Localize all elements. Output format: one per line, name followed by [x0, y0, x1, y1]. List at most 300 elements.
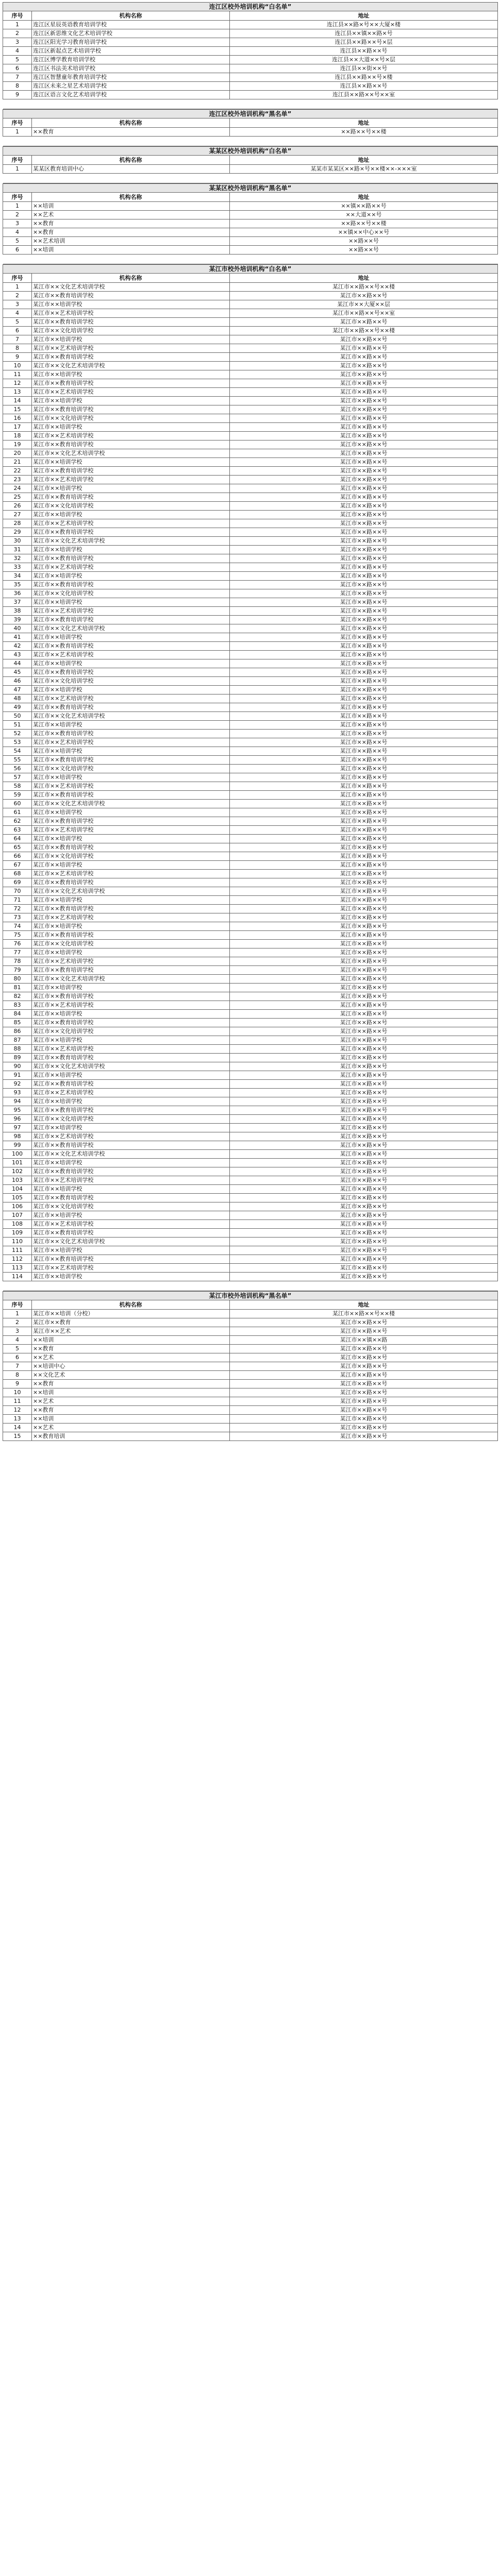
row-index: 47: [3, 686, 32, 694]
row-name: 某江市××艺术培训学校: [32, 870, 230, 878]
row-name: ××教育: [32, 1380, 230, 1388]
row-address: 某江市××路××号: [230, 423, 498, 432]
row-index: 39: [3, 616, 32, 624]
header-name: 机构名称: [32, 193, 230, 202]
row-address: 某江市××路××号: [230, 546, 498, 554]
table-row: [3, 765, 498, 773]
table-row: [3, 449, 498, 458]
row-index: 52: [3, 730, 32, 738]
table-row: [3, 756, 498, 765]
row-index: 32: [3, 554, 32, 563]
row-index: 90: [3, 1062, 32, 1071]
row-name: 某江市××培训学校: [32, 370, 230, 379]
row-name: 某江市××培训学校: [32, 335, 230, 344]
row-name: 某江市××教育培训学校: [32, 440, 230, 449]
row-address: 某江市××路××号: [230, 1229, 498, 1238]
row-address: 某江市××路××号: [230, 905, 498, 913]
header-address: 地址: [230, 274, 498, 283]
header-address: 地址: [230, 156, 498, 165]
row-index: 8: [3, 1371, 32, 1380]
row-name: 某江市××艺术培训学校: [32, 607, 230, 616]
table-row: [3, 1310, 498, 1318]
row-address: 某江市××路××号: [230, 633, 498, 642]
row-name: 某江市××教育培训学校: [32, 292, 230, 300]
row-address: 某江市××路××号: [230, 414, 498, 423]
row-address: 某江市××路××号: [230, 502, 498, 511]
row-index: 107: [3, 1211, 32, 1220]
table-row: [3, 773, 498, 782]
row-index: 8: [3, 82, 32, 91]
table-row: [3, 219, 498, 228]
row-address: 某江市××路××号: [230, 756, 498, 765]
row-index: 13: [3, 1415, 32, 1423]
row-index: 4: [3, 309, 32, 318]
section-gap: [3, 137, 498, 146]
row-address: ××镇××中心××号: [230, 228, 498, 237]
table-row: [3, 913, 498, 922]
row-index: 9: [3, 1380, 32, 1388]
row-address: 某江市××路××号: [230, 572, 498, 581]
row-address: 某江市××路××号: [230, 791, 498, 800]
table-row: [3, 1388, 498, 1397]
row-address: 某江市××路××号: [230, 397, 498, 405]
row-address: 某江市××路××号: [230, 598, 498, 607]
row-index: 84: [3, 1010, 32, 1019]
row-name: 某江市××教育培训学校: [32, 905, 230, 913]
row-name: 某江市××文化培训学校: [32, 1115, 230, 1124]
row-address: 某江市××路××号: [230, 589, 498, 598]
row-name: 某江市××艺术培训学校: [32, 738, 230, 747]
table-row: [3, 1071, 498, 1080]
row-address: 某江市××路××号: [230, 1132, 498, 1141]
row-name: 某江市××文化培训学校: [32, 765, 230, 773]
row-name: 某江市××培训学校: [32, 1211, 230, 1220]
row-name: 某江市××培训学校: [32, 984, 230, 992]
row-index: 63: [3, 826, 32, 835]
table-row: [3, 738, 498, 747]
row-name: 某江市××教育培训学校: [32, 1229, 230, 1238]
row-index: 57: [3, 773, 32, 782]
row-name: 某江市××教育培训学校: [32, 1167, 230, 1176]
row-name: 某江市××艺术培训学校: [32, 388, 230, 397]
table-row: [3, 887, 498, 896]
table-row: [3, 300, 498, 309]
section-table: [3, 264, 498, 1291]
table-row: [3, 56, 498, 64]
row-index: 1: [3, 165, 32, 174]
row-index: 91: [3, 1071, 32, 1080]
table-row: [3, 1211, 498, 1220]
row-name: 某江市××教育培训学校: [32, 843, 230, 852]
row-name: 某江市××艺术培训学校: [32, 1089, 230, 1097]
header-name: 机构名称: [32, 1300, 230, 1310]
row-index: 96: [3, 1115, 32, 1124]
table-row: [3, 1246, 498, 1255]
row-name: 某江市××文化艺术培训学校: [32, 887, 230, 896]
row-index: 24: [3, 484, 32, 493]
row-index: 75: [3, 931, 32, 940]
row-address: 某江市××路××号: [230, 1432, 498, 1441]
row-name: 某江市××教育培训学校: [32, 528, 230, 537]
row-index: 2: [3, 292, 32, 300]
row-address: 某江市××路××号: [230, 1397, 498, 1406]
row-index: 15: [3, 1432, 32, 1441]
section-title: 某某区校外培训机构“黑名单”: [3, 184, 498, 193]
row-index: 11: [3, 370, 32, 379]
row-address: 某江市××路××号: [230, 432, 498, 440]
row-index: 6: [3, 1353, 32, 1362]
row-index: 97: [3, 1124, 32, 1132]
row-name: 某江市××教育培训学校: [32, 668, 230, 677]
row-name: 某江市××文化艺术培训学校: [32, 624, 230, 633]
row-index: 7: [3, 335, 32, 344]
table-row: [3, 677, 498, 686]
header-index: 序号: [3, 11, 32, 21]
row-index: 50: [3, 712, 32, 721]
row-name: 某江市××培训学校: [32, 922, 230, 931]
row-index: 5: [3, 56, 32, 64]
table-row: [3, 1106, 498, 1115]
row-index: 105: [3, 1194, 32, 1202]
header-address: 地址: [230, 118, 498, 128]
section-gap: [3, 255, 498, 264]
row-name: 某江市××文化艺术培训学校: [32, 800, 230, 808]
row-name: ××文化艺术: [32, 1371, 230, 1380]
row-name: 某江市××培训学校: [32, 1071, 230, 1080]
row-index: 37: [3, 598, 32, 607]
row-name: ××教育: [32, 1406, 230, 1415]
row-index: 38: [3, 607, 32, 616]
row-name: 某江市××教育培训学校: [32, 756, 230, 765]
row-address: 某江市××路××号: [230, 388, 498, 397]
row-address: 某江市××路××号: [230, 1264, 498, 1273]
table-row: [3, 528, 498, 537]
row-address: 某江市××路××号: [230, 984, 498, 992]
row-name: 某江市××教育: [32, 1318, 230, 1327]
row-name: 连江区阳光学习教育培训学校: [32, 38, 230, 47]
table-row: [3, 896, 498, 905]
table-row: [3, 607, 498, 616]
table-row: [3, 712, 498, 721]
row-name: 某江市××培训学校: [32, 1124, 230, 1132]
table-row: [3, 730, 498, 738]
table-row: [3, 800, 498, 808]
table-row: [3, 467, 498, 476]
table-row: [3, 659, 498, 668]
row-name: 某江市××文化培训学校: [32, 677, 230, 686]
table-row: [3, 1397, 498, 1406]
section-gap: [3, 99, 498, 109]
row-name: 某江市××教育培训学校: [32, 1141, 230, 1150]
row-index: 62: [3, 817, 32, 826]
row-index: 5: [3, 318, 32, 327]
table-row: [3, 1336, 498, 1345]
row-address: 某江市××路××号: [230, 712, 498, 721]
row-address: 某江市××路××号: [230, 554, 498, 563]
row-name: 某江市××艺术培训学校: [32, 957, 230, 966]
header-address: 地址: [230, 1300, 498, 1310]
row-name: 某江市××教育培训学校: [32, 318, 230, 327]
row-name: 某江市××艺术培训学校: [32, 432, 230, 440]
row-name: 某江市××培训学校: [32, 633, 230, 642]
row-name: 某江市××教育培训学校: [32, 1106, 230, 1115]
row-name: 某江市××培训学校: [32, 511, 230, 519]
table-row: [3, 1089, 498, 1097]
row-index: 88: [3, 1045, 32, 1054]
row-address: 某江市××路××号: [230, 1176, 498, 1185]
row-address: 某江市××路××号: [230, 896, 498, 905]
row-name: 连江区语言文化艺术培训学校: [32, 91, 230, 99]
row-address: 某江市××路××号: [230, 1115, 498, 1124]
row-index: 51: [3, 721, 32, 730]
row-address: ××镇××路××号: [230, 202, 498, 211]
row-address: 某江市××路××号: [230, 878, 498, 887]
row-index: 12: [3, 1406, 32, 1415]
table-row: [3, 843, 498, 852]
row-address: 某江市××路××号: [230, 379, 498, 388]
row-address: 某江市××路××号: [230, 1036, 498, 1045]
row-name: 某江市××培训学校: [32, 1159, 230, 1167]
row-address: 某江市××路××号: [230, 353, 498, 362]
row-name: 某江市××教育培训学校: [32, 1255, 230, 1264]
row-index: 100: [3, 1150, 32, 1159]
row-index: 3: [3, 219, 32, 228]
row-index: 3: [3, 1327, 32, 1336]
row-address: 某江市××路××号: [230, 686, 498, 694]
table-row: [3, 563, 498, 572]
row-name: 某江市××文化培训学校: [32, 414, 230, 423]
row-index: 44: [3, 659, 32, 668]
table-row: [3, 581, 498, 589]
table-row: [3, 1264, 498, 1273]
table-row: [3, 861, 498, 870]
table-row: [3, 624, 498, 633]
row-index: 55: [3, 756, 32, 765]
table-row: [3, 957, 498, 966]
table-row: [3, 388, 498, 397]
row-address: 某江市××路××号: [230, 1080, 498, 1089]
row-name: 某江市××艺术培训学校: [32, 651, 230, 659]
section-table: [3, 146, 498, 183]
table-row: [3, 82, 498, 91]
row-index: 29: [3, 528, 32, 537]
row-name: 某江市××艺术培训学校: [32, 1132, 230, 1141]
table-row: [3, 327, 498, 335]
row-name: 某江市××教育培训学校: [32, 467, 230, 476]
row-address: 连江县××路××号×楼: [230, 73, 498, 82]
row-address: 某江市××路××号: [230, 449, 498, 458]
row-address: 某江市××路××号: [230, 1371, 498, 1380]
row-address: 某江市××路××号: [230, 922, 498, 931]
table-row: [3, 694, 498, 703]
row-address: 某江市××路××号: [230, 1097, 498, 1106]
row-index: 74: [3, 922, 32, 931]
row-address: 某江市××路××号: [230, 362, 498, 370]
row-index: 80: [3, 975, 32, 984]
row-address: 某江市××路××号××楼: [230, 327, 498, 335]
row-name: 连江区未来之星艺术培训学校: [32, 82, 230, 91]
table-row: [3, 1229, 498, 1238]
row-name: 某江市××文化艺术培训学校: [32, 712, 230, 721]
row-name: ××艺术培训: [32, 237, 230, 246]
row-index: 46: [3, 677, 32, 686]
row-address: 某江市××路××号: [230, 1353, 498, 1362]
section-table: [3, 1291, 498, 1441]
table-row: [3, 992, 498, 1001]
row-address: 某江市××路××号: [230, 528, 498, 537]
row-index: 71: [3, 896, 32, 905]
row-address: 某江市××路××号: [230, 1423, 498, 1432]
table-row: [3, 1185, 498, 1194]
row-name: 某江市××培训学校: [32, 1246, 230, 1255]
table-row: [3, 318, 498, 327]
header-address: 地址: [230, 11, 498, 21]
row-index: 2: [3, 29, 32, 38]
row-address: ××路××号: [230, 237, 498, 246]
row-name: 某江市××教育培训学校: [32, 1080, 230, 1089]
row-name: 某江市××文化艺术培训学校: [32, 1238, 230, 1246]
table-row: [3, 379, 498, 388]
row-index: 82: [3, 992, 32, 1001]
table-row: [3, 1176, 498, 1185]
section-title: 连江区校外培训机构“黑名单”: [3, 110, 498, 118]
row-address: ××路××号××楼: [230, 128, 498, 137]
row-address: 某江市××路××号: [230, 1167, 498, 1176]
row-index: 81: [3, 984, 32, 992]
header-index: 序号: [3, 118, 32, 128]
table-row: [3, 283, 498, 292]
row-index: 86: [3, 1027, 32, 1036]
row-index: 9: [3, 353, 32, 362]
row-address: 某江市××路××号: [230, 476, 498, 484]
header-index: 序号: [3, 274, 32, 283]
table-row: [3, 554, 498, 563]
table-row: [3, 1027, 498, 1036]
row-name: 某江市××教育培训学校: [32, 616, 230, 624]
row-name: 某江市××培训学校: [32, 397, 230, 405]
row-address: 某江市××路××号: [230, 966, 498, 975]
table-row: [3, 1054, 498, 1062]
row-name: 某江市××文化艺术培训学校: [32, 537, 230, 546]
row-name: 某江市××教育培训学校: [32, 1194, 230, 1202]
table-row: [3, 852, 498, 861]
row-address: 某江市××路××号: [230, 1071, 498, 1080]
row-name: 某江市××培训（分校）: [32, 1310, 230, 1318]
section-gap: [3, 174, 498, 183]
row-address: 某江市××路××号: [230, 747, 498, 756]
row-name: 某江市××教育培训学校: [32, 878, 230, 887]
table-row: [3, 870, 498, 878]
row-name: ××艺术: [32, 1397, 230, 1406]
row-address: 某江市××路××号: [230, 1415, 498, 1423]
row-index: 2: [3, 211, 32, 219]
row-index: 25: [3, 493, 32, 502]
row-name: 某江市××艺术: [32, 1327, 230, 1336]
row-name: ××教育: [32, 128, 230, 137]
row-address: 某江市××路××号: [230, 607, 498, 616]
row-index: 19: [3, 440, 32, 449]
row-name: 某江市××教育培训学校: [32, 1019, 230, 1027]
table-row: [3, 537, 498, 546]
table-row: [3, 73, 498, 82]
row-index: 59: [3, 791, 32, 800]
row-index: 104: [3, 1185, 32, 1194]
table-row: [3, 1124, 498, 1132]
table-row: [3, 128, 498, 137]
row-index: 79: [3, 966, 32, 975]
table-row: [3, 1371, 498, 1380]
table-row: [3, 423, 498, 432]
table-row: [3, 1318, 498, 1327]
row-name: 某江市××文化艺术培训学校: [32, 1150, 230, 1159]
row-index: 70: [3, 887, 32, 896]
row-address: 某江市××路××号: [230, 519, 498, 528]
row-address: 某江市××路××号: [230, 765, 498, 773]
row-name: 连江区智慧童年教育培训学校: [32, 73, 230, 82]
row-address: 某江市××路××号: [230, 370, 498, 379]
row-index: 78: [3, 957, 32, 966]
table-row: [3, 1115, 498, 1124]
table-row: [3, 519, 498, 528]
row-name: 某江市××艺术培训学校: [32, 1045, 230, 1054]
row-name: ××培训中心: [32, 1362, 230, 1371]
table-row: [3, 1167, 498, 1176]
row-address: 某江市××路××号: [230, 563, 498, 572]
row-index: 101: [3, 1159, 32, 1167]
header-index: 序号: [3, 156, 32, 165]
table-row: [3, 502, 498, 511]
row-address: 某江市××路××号: [230, 659, 498, 668]
row-index: 4: [3, 47, 32, 56]
row-name: 某江市××艺术培训学校: [32, 476, 230, 484]
table-row: [3, 458, 498, 467]
row-address: 某江市××路××号: [230, 668, 498, 677]
row-name: ××培训: [32, 1336, 230, 1345]
row-name: 某江市××文化培训学校: [32, 852, 230, 861]
row-index: 40: [3, 624, 32, 633]
row-address: 某江市××路××号: [230, 721, 498, 730]
row-index: 53: [3, 738, 32, 747]
section-table: [3, 2, 498, 109]
table-row: [3, 948, 498, 957]
table-row: [3, 1415, 498, 1423]
row-index: 31: [3, 546, 32, 554]
section-title: 某江市校外培训机构“白名单”: [3, 265, 498, 274]
row-address: 连江县××路××号: [230, 82, 498, 91]
row-index: 10: [3, 1388, 32, 1397]
row-address: 某江市××路××号: [230, 870, 498, 878]
row-index: 20: [3, 449, 32, 458]
row-name: 某江市××培训学校: [32, 861, 230, 870]
row-address: 某江市××路××号: [230, 703, 498, 712]
row-name: 某江市××教育培训学校: [32, 730, 230, 738]
row-name: 某江市××教育培训学校: [32, 966, 230, 975]
table-row: [3, 1362, 498, 1371]
table-row: [3, 38, 498, 47]
row-index: 54: [3, 747, 32, 756]
row-address: 连江县××路××号: [230, 47, 498, 56]
row-address: 某江市××路××号: [230, 1089, 498, 1097]
row-name: 某江市××培训学校: [32, 458, 230, 467]
row-index: 42: [3, 642, 32, 651]
row-index: 34: [3, 572, 32, 581]
header-name: 机构名称: [32, 156, 230, 165]
row-name: 某江市××培训学校: [32, 686, 230, 694]
row-address: 某江市××路××号: [230, 292, 498, 300]
row-name: 某江市××培训学校: [32, 1010, 230, 1019]
header-name: 机构名称: [32, 11, 230, 21]
row-index: 28: [3, 519, 32, 528]
